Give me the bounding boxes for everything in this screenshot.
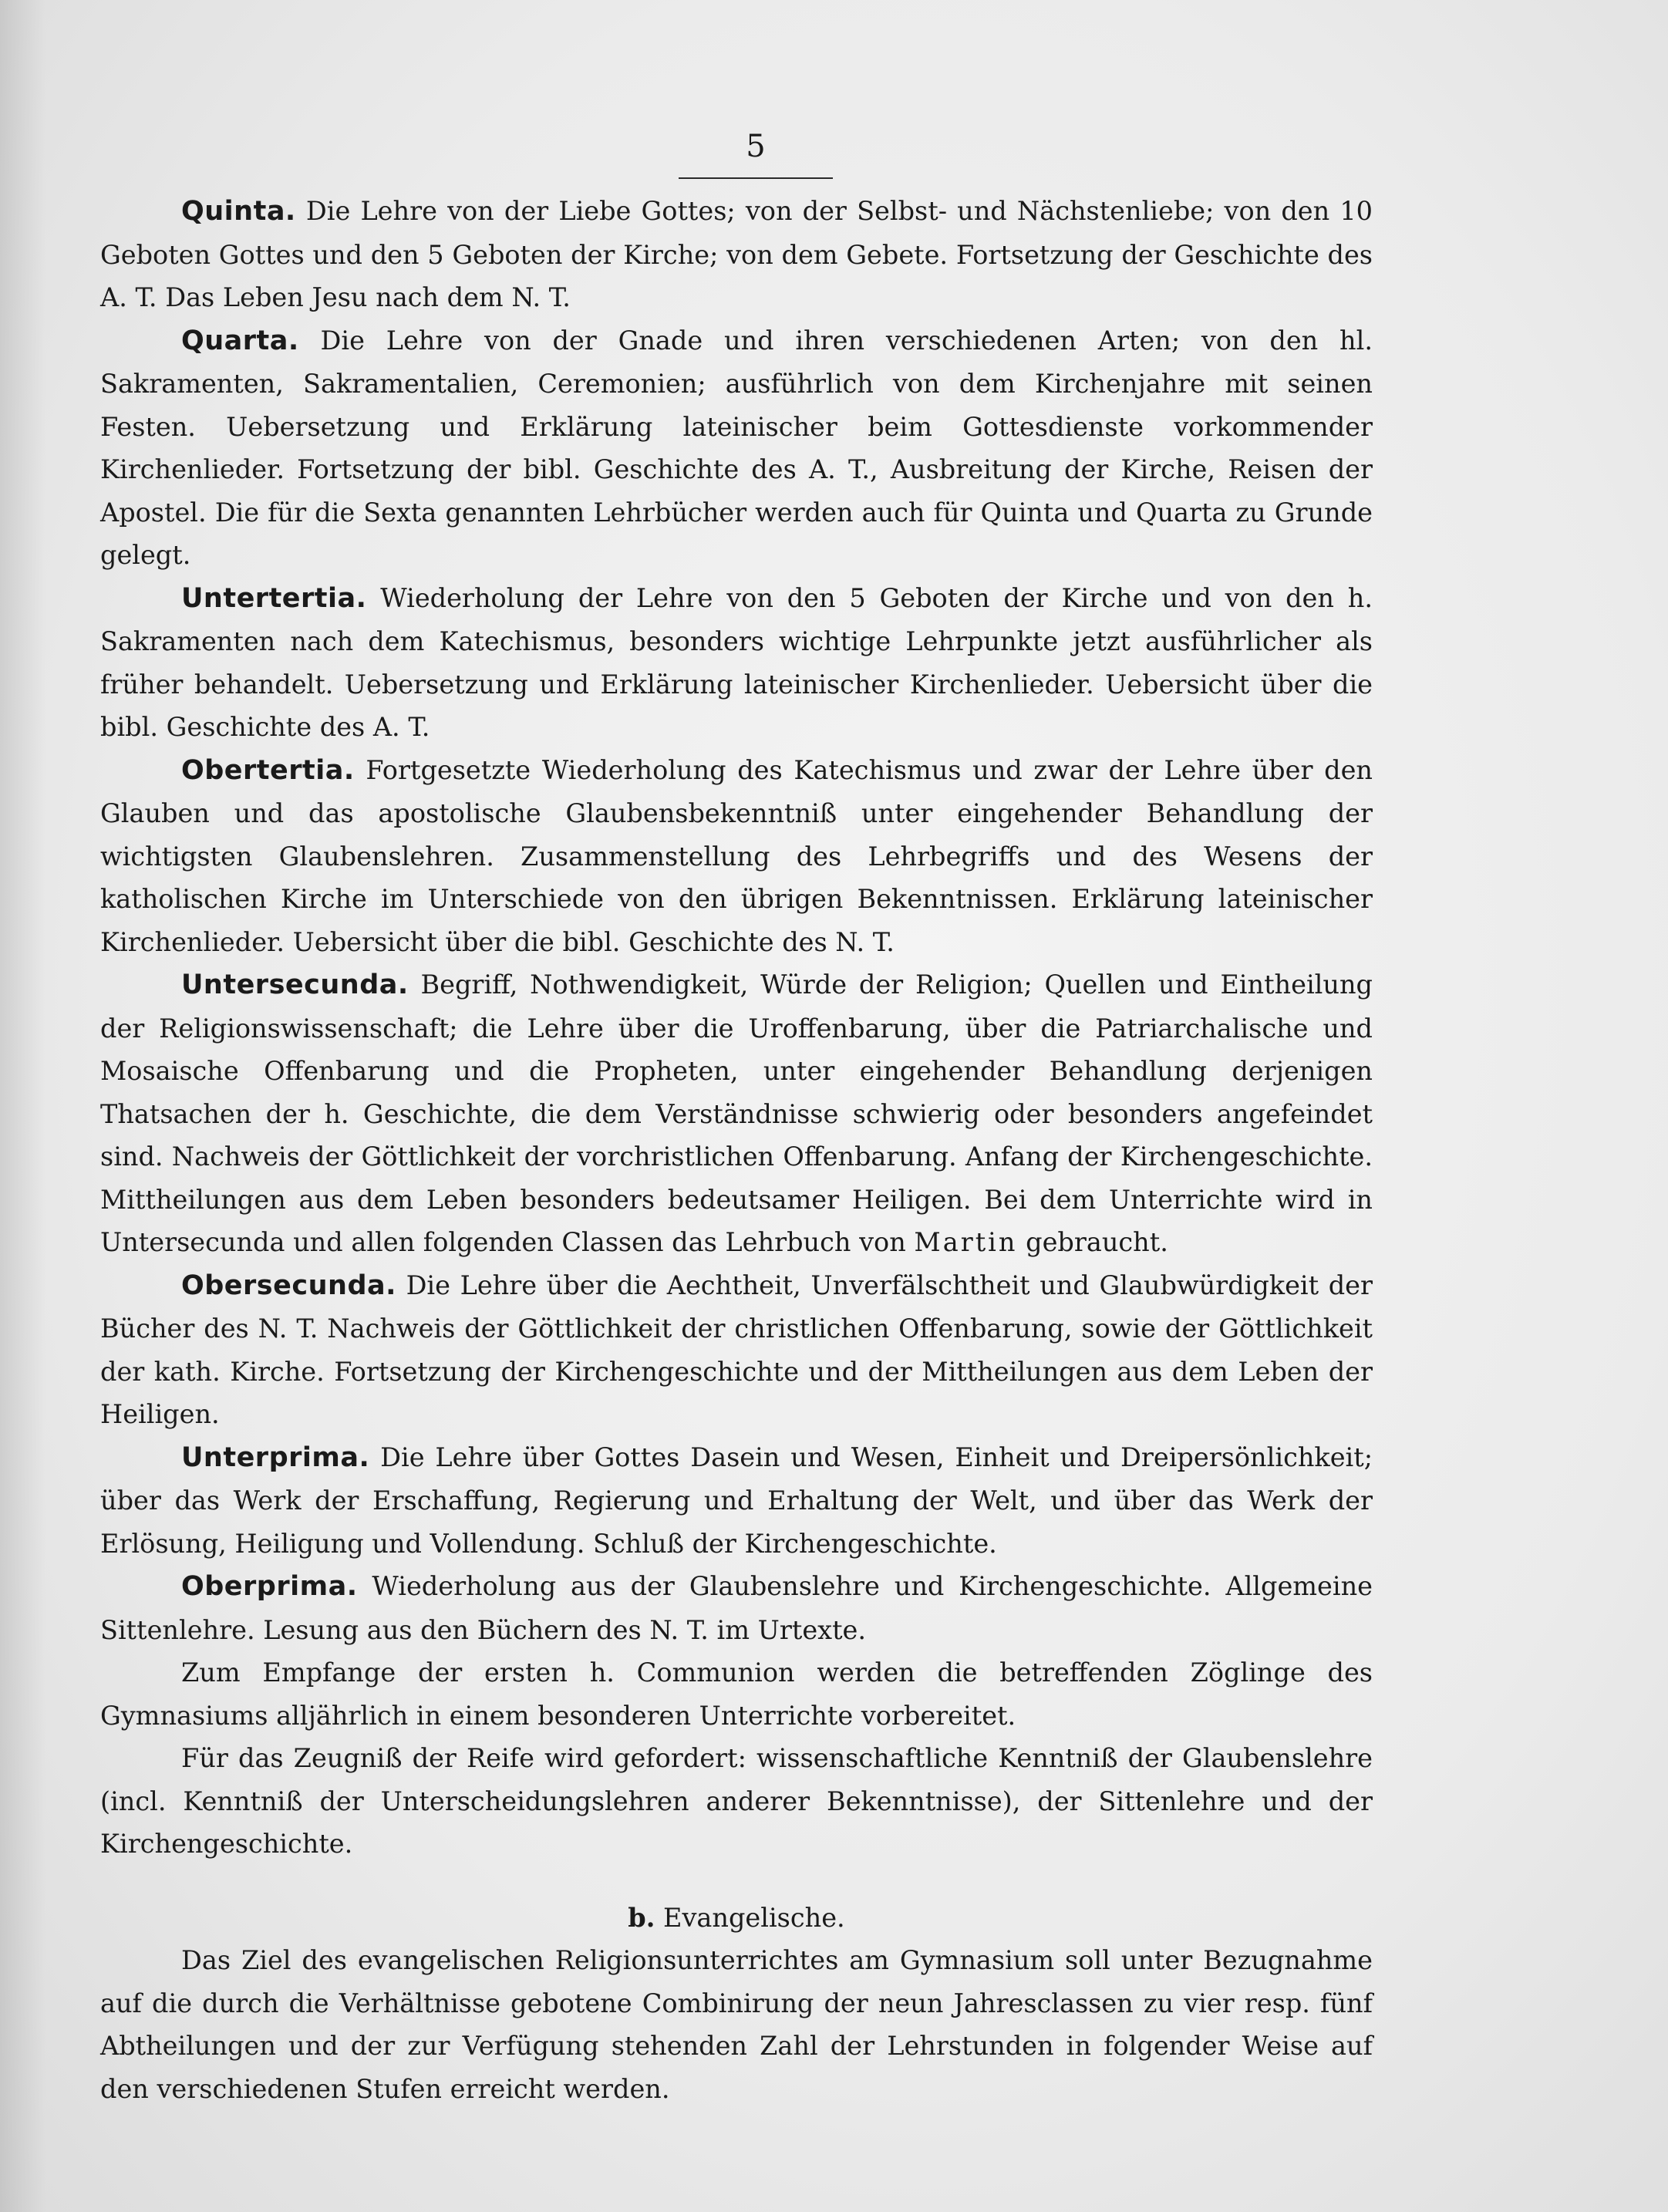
subsection-heading: [100, 1897, 1373, 1940]
section-text: Fortgesetzte Wiederholung des Katechismus und zwar der Lehre über den Glauben und das apostolische Glaubensbekenntniß unter eingehender Behandlung der wichtigsten Glaubenslehren. Zusammenstellung des Lehrbegriffs und des Wesens der katholischen Kirche im Unterschiede von den übrigen Bekenntnissen. Erklärung lateinischer Kirchenlieder. Uebersicht über die bibl. Geschichte des N. T.: [100, 754, 1373, 957]
section-untertertia: [100, 577, 1373, 749]
section-heading: Unterprima.: [181, 1442, 370, 1473]
section-heading: Oberprima.: [181, 1571, 358, 1602]
section-heading: Quarta.: [181, 325, 299, 356]
section-quarta: [100, 319, 1373, 577]
section-heading: Untersecunda.: [181, 969, 409, 1000]
section-heading: Quinta.: [181, 196, 296, 227]
subsection-letter: b.: [628, 1902, 655, 1933]
page-number-rule: [679, 177, 833, 179]
section-text: Die Lehre über Gottes Dasein und Wesen, Einheit und Dreipersönlichkeit; über das Werk der Erschaffung, Regierung und Erhaltung der Welt, und über das Werk der Erlösung, Heiligung und Vollendung. Schluß der Kirchengeschichte.: [100, 1442, 1373, 1559]
section-obersecunda: [100, 1264, 1373, 1436]
section-text: Wiederholung der Lehre von den 5 Geboten der Kirche und von den h. Sakramenten nach dem Katechismus, besonders wichtige Lehrpunkte jetzt ausführlicher als früher behandelt. Uebersetzung und Erklärung lateinischer Kirchenlieder. Uebersicht über die bibl. Geschichte des A. T.: [100, 582, 1373, 742]
section-heading: Obertertia.: [181, 754, 355, 786]
section-text: Die Lehre von der Liebe Gottes; von der Selbst- und Nächstenliebe; von den 10 Geboten Gottes und den 5 Geboten der Kirche; von dem Gebete. Fortsetzung der Geschichte des A. T. Das Leben Jesu nach dem N. T.: [100, 196, 1373, 312]
section-unterprima: [100, 1436, 1373, 1566]
binding-shadow: [0, 0, 46, 2212]
section-text-end: gebraucht.: [1026, 1227, 1168, 1257]
paragraph-reife: Für das Zeugniß der Reife wird gefordert: wissenschaftliche Kenntniß der Glaubenslehre (incl. Kenntniß der Unterscheidungslehren anderer Bekenntnisse), der Sittenlehre und der Kirchengeschichte.: [100, 1743, 1373, 1859]
section-heading: Obersecunda.: [181, 1270, 396, 1301]
section-heading: Untertertia.: [181, 582, 367, 614]
section-quinta: [100, 190, 1373, 319]
paragraph-evangelisch: Das Ziel des evangelischen Religionsunterrichtes am Gymnasium soll unter Bezugnahme auf die durch die Verhältnisse gebotene Combinirung der neun Jahresclassen zu vier resp. fünf Abtheilungen und der zur Verfügung stehenden Zahl der Lehrstunden in folgender Weise auf den verschiedenen Stufen erreicht werden.: [100, 1945, 1373, 2104]
section-oberprima: [100, 1565, 1373, 1651]
page-content: [100, 123, 1373, 2110]
section-text: Begriff, Nothwendigkeit, Würde der Religion; Quellen und Eintheilung der Religionswissenschaft; die Lehre über die Uroffenbarung, über die Patriarchalische und Mosaische Offenbarung und die Propheten, unter eingehender Behandlung derjenigen Thatsachen der h. Geschichte, die dem Verständnisse schwierig oder besonders angefeindet sind. Nachweis der Göttlichkeit der vorchristlichen Offenbarung. Anfang der Kirchengeschichte. Mittheilungen aus dem Leben besonders bedeutsamer Heiligen. Bei dem Unterrichte wird in Untersecunda und allen folgenden Classen das Lehrbuch von: [100, 969, 1373, 1257]
subsection-title: Evangelische.: [663, 1902, 845, 1933]
section-text: Die Lehre von der Gnade und ihren verschiedenen Arten; von den hl. Sakramenten, Sakramentalien, Ceremonien; ausführlich von dem Kirchenjahre mit seinen Festen. Uebersetzung und Erklärung lateinischer beim Gottesdienste vorkommender Kirchenlieder. Fortsetzung der bibl. Geschichte des A. T., Ausbreitung der Kirche, Reisen der Apostel. Die für die Sexta genannten Lehrbücher werden auch für Quinta und Quarta zu Grunde gelegt.: [100, 325, 1373, 570]
section-text: Die Lehre über die Aechtheit, Unverfälschtheit und Glaubwürdigkeit der Bücher des N. T. Nachweis der Göttlichkeit der christlichen Offenbarung, sowie der Göttlichkeit der kath. Kirche. Fortsetzung der Kirchengeschichte und der Mittheilungen aus dem Leben der Heiligen.: [100, 1270, 1373, 1429]
author-name: Martin: [914, 1227, 1018, 1257]
section-text: Wiederholung aus der Glaubenslehre und Kirchengeschichte. Allgemeine Sittenlehre. Lesung aus den Büchern des N. T. im Urtexte.: [100, 1571, 1373, 1645]
paragraph-communion: Zum Empfange der ersten h. Communion werden die betreffenden Zöglinge des Gymnasiums alljährlich in einem besonderen Unterrichte vorbereitet.: [100, 1657, 1373, 1731]
section-untersecunda: [100, 963, 1373, 1264]
page-number: 5: [746, 129, 766, 164]
section-obertertia: [100, 749, 1373, 964]
